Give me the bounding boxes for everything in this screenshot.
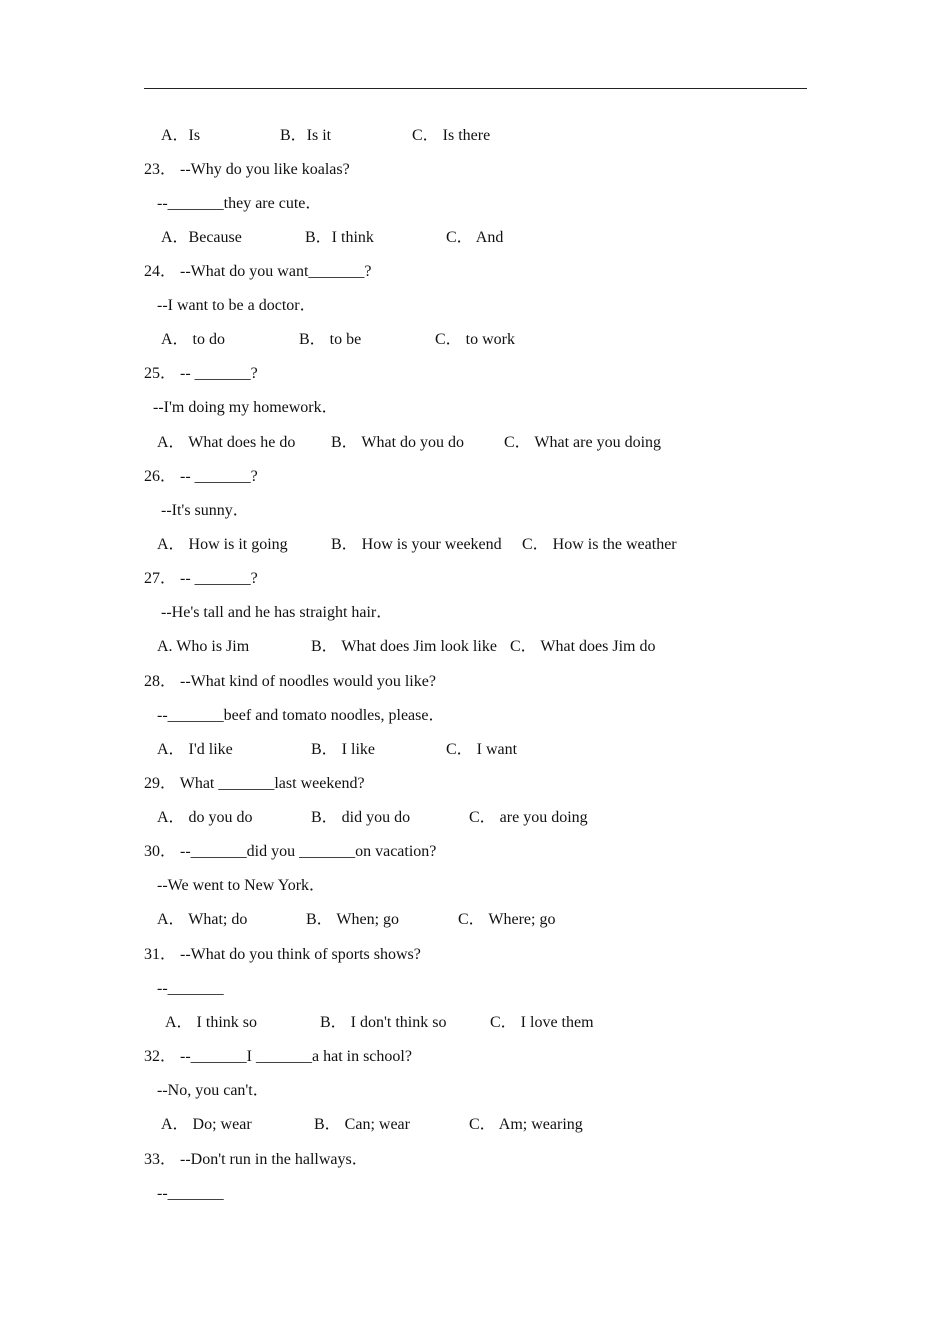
text-line-q27a-0: --He's tall and he has straight hair． xyxy=(161,604,393,621)
option-q24o-2: C． to work xyxy=(435,331,516,348)
text-line-q24-0: 24． --What do you want_______? xyxy=(144,263,372,280)
option-q25o-0: A． What does he do xyxy=(157,434,296,451)
option-q24o-1: B． to be xyxy=(299,331,362,348)
text-line-q30a-0: --We went to New York． xyxy=(157,877,326,894)
text-line-q24a-0: --I want to be a doctor． xyxy=(157,297,316,314)
text-line-q32-0: 32． --_______I _______a hat in school? xyxy=(144,1048,412,1065)
header-rule xyxy=(144,88,807,89)
option-q31o-1: B． I don't think so xyxy=(320,1014,447,1031)
option-q23o-2: C． And xyxy=(446,229,504,246)
option-q30o-2: C． Where; go xyxy=(458,911,556,928)
option-l22o-2: C． Is there xyxy=(412,127,491,144)
text-line-q29-0: 29． What _______last weekend? xyxy=(144,775,365,792)
text-line-q33a-0: --_______ xyxy=(157,1185,224,1202)
option-q26o-2: C． How is the weather xyxy=(522,536,677,553)
text-line-q23-0: 23． --Why do you like koalas? xyxy=(144,161,350,178)
option-q28o-1: B． I like xyxy=(311,741,375,758)
text-line-q27-0: 27． -- _______? xyxy=(144,570,258,587)
option-q29o-1: B． did you do xyxy=(311,809,411,826)
option-q25o-2: C． What are you doing xyxy=(504,434,662,451)
option-q23o-0: A．Because xyxy=(161,229,242,246)
text-line-q26-0: 26． -- _______? xyxy=(144,468,258,485)
option-q26o-0: A． How is it going xyxy=(157,536,288,553)
option-q31o-0: A． I think so xyxy=(165,1014,258,1031)
text-line-q33-0: 33． --Don't run in the hallways． xyxy=(144,1151,368,1168)
option-q27o-2: C． What does Jim do xyxy=(510,638,656,655)
option-q29o-2: C． are you doing xyxy=(469,809,588,826)
option-q32o-1: B． Can; wear xyxy=(314,1116,410,1133)
option-q24o-0: A． to do xyxy=(161,331,226,348)
text-line-q28a-0: --_______beef and tomato noodles, please． xyxy=(157,707,445,724)
text-line-q32a-0: --No, you can't． xyxy=(157,1082,269,1099)
text-line-q30-0: 30． --_______did you _______on vacation? xyxy=(144,843,437,860)
option-q26o-1: B． How is your weekend xyxy=(331,536,502,553)
text-line-q28-0: 28． --What kind of noodles would you like? xyxy=(144,673,436,690)
option-l22o-1: B．Is it xyxy=(280,127,332,144)
option-q32o-2: C． Am; wearing xyxy=(469,1116,583,1133)
option-q23o-1: B．I think xyxy=(305,229,374,246)
option-q25o-1: B． What do you do xyxy=(331,434,465,451)
text-line-q26a-0: --It's sunny． xyxy=(161,502,249,519)
option-q32o-0: A． Do; wear xyxy=(161,1116,252,1133)
text-line-q31a-0: --_______ xyxy=(157,980,224,997)
option-q30o-1: B． When; go xyxy=(306,911,400,928)
text-line-q23a-0: --_______they are cute． xyxy=(157,195,322,212)
option-q30o-0: A． What; do xyxy=(157,911,248,928)
option-l22o-0: A．Is xyxy=(161,127,201,144)
text-line-q25a-0: --I'm doing my homework． xyxy=(153,399,338,416)
option-q27o-0: A. Who is Jim xyxy=(157,638,250,655)
option-q31o-2: C． I love them xyxy=(490,1014,594,1031)
option-q28o-0: A． I'd like xyxy=(157,741,233,758)
text-line-q31-0: 31． --What do you think of sports shows? xyxy=(144,946,421,963)
option-q27o-1: B． What does Jim look like xyxy=(311,638,497,655)
option-q28o-2: C． I want xyxy=(446,741,518,758)
text-line-q25-0: 25． -- _______? xyxy=(144,365,258,382)
option-q29o-0: A． do you do xyxy=(157,809,253,826)
